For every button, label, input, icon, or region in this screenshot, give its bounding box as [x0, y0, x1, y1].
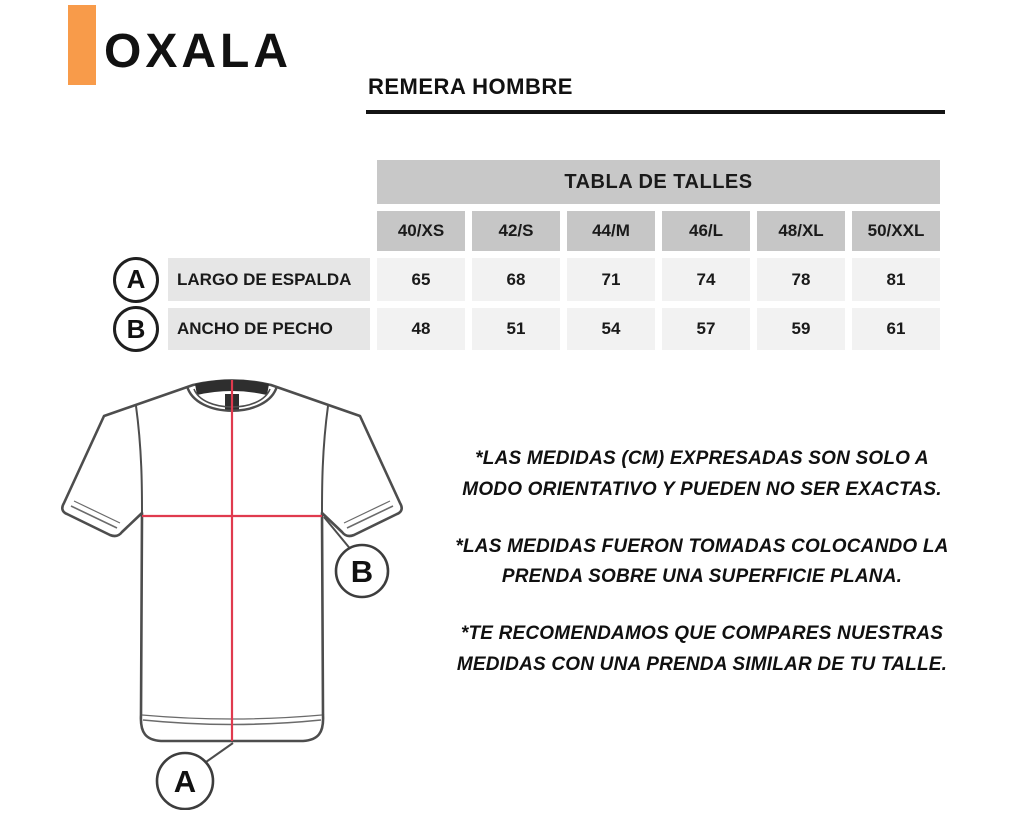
size-table-title: TABLA DE TALLES — [377, 160, 940, 204]
brand-logo: OXALA — [104, 25, 292, 78]
note-compare-similar: *TE RECOMENDAMOS QUE COMPARES NUESTRAS MEDIDAS CON UNA PRENDA SIMILAR DE TU TALLE. — [456, 623, 948, 675]
size-header-46l: 46/L — [662, 211, 750, 251]
marker-b-badge: B — [113, 306, 159, 352]
table-value: 51 — [472, 308, 560, 350]
brand-accent-bar — [68, 5, 96, 85]
table-value: 48 — [377, 308, 465, 350]
size-header-50xxl: 50/XXL — [852, 211, 940, 251]
table-value: 81 — [852, 258, 940, 301]
row-label-ancho-pecho: ANCHO DE PECHO — [168, 308, 370, 350]
marker-a-connector — [206, 743, 233, 762]
table-value: 57 — [662, 308, 750, 350]
tshirt-diagram — [40, 370, 420, 810]
table-value: 54 — [567, 308, 655, 350]
marker-a-letter: A — [173, 764, 197, 799]
size-header-40xs: 40/XS — [377, 211, 465, 251]
table-value: 59 — [757, 308, 845, 350]
table-value: 68 — [472, 258, 560, 301]
page-title: REMERA HOMBRE — [368, 74, 573, 99]
table-value: 71 — [567, 258, 655, 301]
table-value: 74 — [662, 258, 750, 301]
marker-b-letter: B — [350, 554, 374, 589]
title-underline — [366, 110, 945, 114]
size-table — [111, 160, 940, 350]
table-value: 78 — [757, 258, 845, 301]
size-header-48xl: 48/XL — [757, 211, 845, 251]
marker-a-badge: A — [113, 257, 159, 303]
table-value: 65 — [377, 258, 465, 301]
note-flat-surface: *LAS MEDIDAS FUERON TOMADAS COLOCANDO LA PRENDA SOBRE UNA SUPERFICIE PLANA. — [455, 535, 949, 588]
size-header-44m: 44/M — [567, 211, 655, 251]
size-header-42s: 42/S — [472, 211, 560, 251]
row-label-largo-espalda: LARGO DE ESPALDA — [168, 258, 370, 301]
accent-rect — [68, 5, 96, 85]
note-measures-orientative: *LAS MEDIDAS (CM) EXPRESADAS SON SOLO A MODO ORIENTATIVO Y PUEDEN NO SER EXACTAS. — [462, 448, 942, 500]
disclaimer-notes — [448, 444, 956, 707]
table-value: 61 — [852, 308, 940, 350]
